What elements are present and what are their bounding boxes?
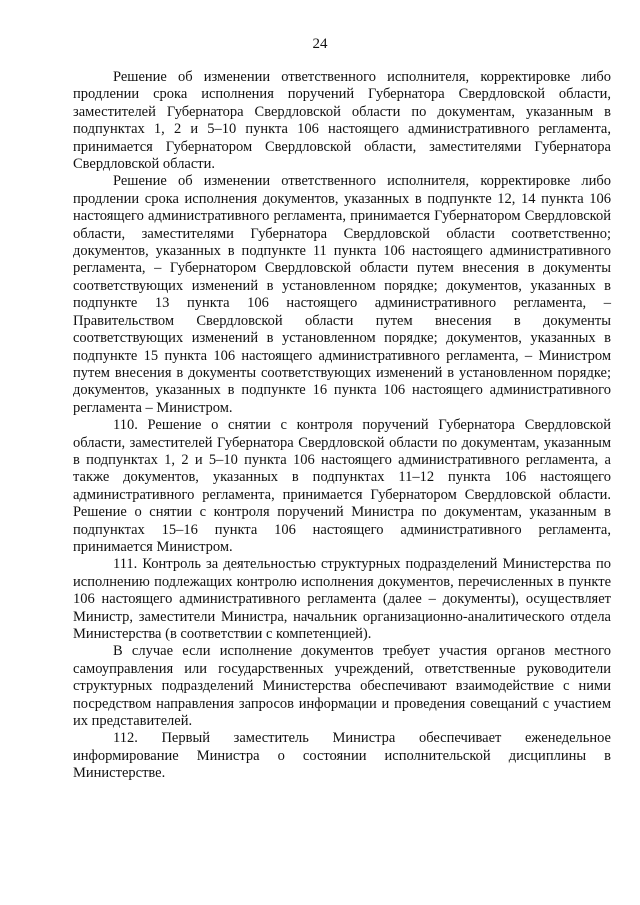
- paragraph-110-removal-from-control: 110. Решение о снятии с контроля поручений Губернатора Свердловской области, заместителей Губернатора Свердловской области по документам, указанным в подпунктах 1, 2 и 5–10 пункта 106 настоящего административного регламента, а также документов, указанных в подпунктах 11–12 пункта 106 настоящего административного регламента, принимается Губернатором Свердловской области. Решение о снятии с контроля поручений Министра по документам, указанным в подпунктах 15–16 пункта 106 настоящего административного регламента, принимается Министром.: [73, 417, 611, 555]
- paragraph-decision-documents: Решение об изменении ответственного исполнителя, корректировке либо продлении срока исполнения документов, указанных в подпункте 12, 14 пункта 106 настоящего административного регламента, принимается Губернатором Свердловской области, заместителями Губернатора Свердловской области соответственно; документов, указанных в подпункте 11 пункта 106 настоящего административного регламента, – Губернатором Свердловской области путем внесения в документы соответствующих изменений в установленном порядке; документов, указанных в подпункте 13 пункта 106 настоящего административного регламента, – Правительством Свердловской области путем внесения в документы соответствующих изменений в установленном порядке; документов, указанных в подпункте 15 пункта 106 настоящего административного регламента, – Министром путем внесения в документы соответствующих изменений в установленном порядке; документов, указанных в подпункте 16 пункта 106 настоящего административного регламента – Министром.: [73, 173, 611, 416]
- paragraph-111-control-activity: 111. Контроль за деятельностью структурных подразделений Министерства по исполнению подлежащих контролю исполнения документов, перечисленных в пункте 106 настоящего административного регламента (далее – документы), осуществляет Министр, заместители Министра, начальник организационно-аналитического отдела Министерства (в соответствии с компетенцией).: [73, 556, 611, 642]
- paragraph-decision-governor-orders: Решение об изменении ответственного исполнителя, корректировке либо продлении срока исполнения поручений Губернатора Свердловской области, заместителей Губернатора Свердловской области по документам, указанным в подпунктах 1, 2 и 5–10 пункта 106 настоящего административного регламента, принимается Губернатором Свердловской области, заместителями Губернатора Свердловской области.: [73, 69, 611, 173]
- document-body: [73, 69, 611, 783]
- page-number: 24: [312, 36, 328, 52]
- paragraph-local-government-participation: В случае если исполнение документов требует участия органов местного самоуправления или государственных учреждений, ответственные руководители структурных подразделений Министерства обеспечивают взаимодействие с ними посредством направления запросов информации и проведения совещаний с участием их представителей.: [73, 643, 611, 730]
- paragraph-112-weekly-report: 112. Первый заместитель Министра обеспечивает еженедельное информирование Министра о состоянии исполнительской дисциплины в Министерстве.: [73, 730, 611, 782]
